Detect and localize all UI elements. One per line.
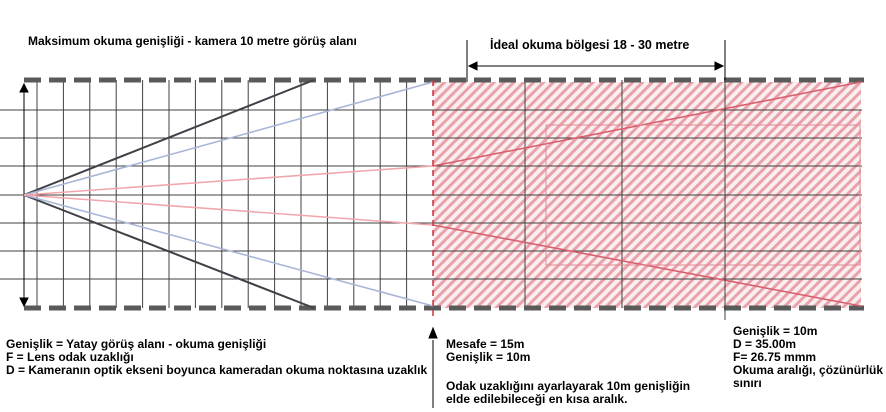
focal-note [446,380,690,406]
mid-values [446,338,530,364]
ideal-zone-label: İdeal okuma bölgesi 18 - 30 metre [490,38,690,52]
legend-width: Genişlik = Yatay görüş alanı - okuma genişliği [6,337,267,351]
right-range-line-1: Okuma aralığı, çözünürlük [733,363,884,377]
right-values [733,325,883,390]
legend [6,338,427,377]
right-range-line-2: sınırı [733,376,762,390]
focal-note-line-2: elde edilebileceği en kısa aralık. [446,392,628,406]
mid-distance: Mesafe = 15m [446,337,525,351]
right-focal: F= 26.75 mmm [733,350,817,364]
red-ray-bottom [24,195,433,225]
diagram-title-text: Maksimum okuma genişliği - kamera 10 metre görüş alanı [28,34,357,48]
focal-note-line-1: Odak uzaklığını ayarlayarak 10m genişliğin [446,379,691,393]
right-distance: D = 35.00m [733,337,797,351]
distance-15m-arrow [429,328,437,408]
legend-focal: F = Lens odak uzaklığı [6,350,134,364]
right-width: Genişlik = 10m [733,324,818,338]
legend-distance: D = Kameranın optik ekseni boyunca kameradan okuma noktasına uzaklık [6,363,428,377]
mid-width: Genişlik = 10m [446,350,531,364]
